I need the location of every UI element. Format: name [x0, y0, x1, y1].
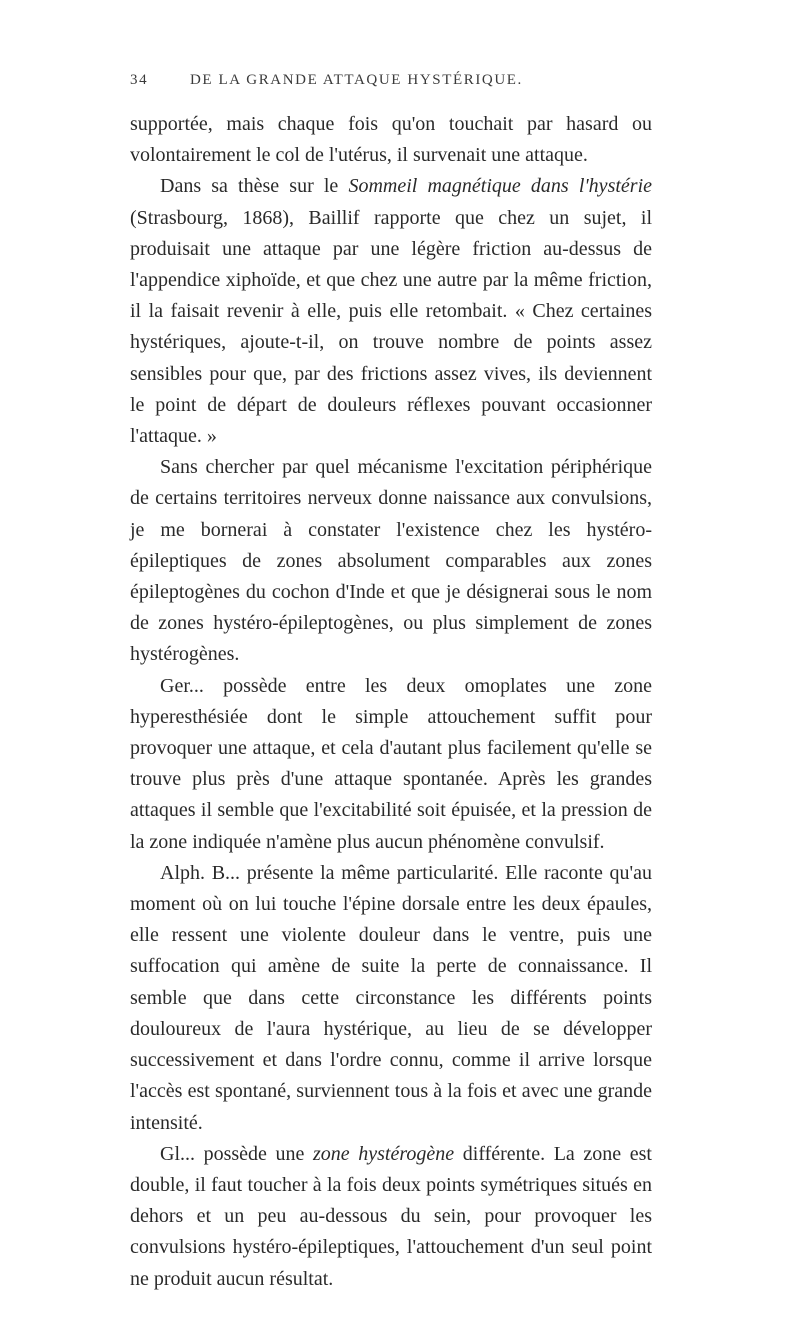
paragraph-6-rest: différente. La zone est double, il faut toucher à la fois deux points symétriques situés en dehors et un peu au-dessous du sein, pour provoquer les convulsions hystéro-épileptiques, l'attouchement d'un seul point ne produit aucun résultat.: [130, 1142, 652, 1290]
paragraph-3: Sans chercher par quel mécanisme l'excitation périphérique de certains territoires nerveux donne naissance aux convulsions, je me bornerai à constater l'existence chez les hystéro-épileptiques de zones absolument comparables aux zones épileptogènes du cochon d'Inde et que je désignerai sous le nom de zones hystéro-épileptogènes, ou plus simplement de zones hystérogènes.: [130, 456, 652, 666]
paragraph-1: supportée, mais chaque fois qu'on touchait par hasard ou volontairement le col de l'utérus, il survenait une attaque.: [130, 113, 652, 167]
body-text: [130, 109, 652, 1295]
paragraph-6: [130, 1139, 652, 1295]
zone-term: zone hystérogène: [313, 1142, 455, 1165]
paragraph-5: Alph. B... présente la même particularité. Elle raconte qu'au moment où on lui touche l'épine dorsale entre les deux épaules, elle ressent une violente douleur dans le ventre, puis une suffocation qui amène de suite la perte de connaissance. Il semble que dans cette circonstance les différents points douloureux de l'aura hystérique, au lieu de se développer successivement et dans l'ordre connu, comme il arrive lorsque l'accès est spontané, surviennent tous à la fois et avec une grande intensité.: [130, 861, 652, 1134]
page-number: 34: [130, 72, 149, 88]
thesis-title: Sommeil magnétique dans l'hystérie: [348, 175, 652, 198]
running-head: [130, 72, 650, 94]
chapter-title: DE LA GRANDE ATTAQUE HYSTÉRIQUE.: [190, 72, 523, 88]
paragraph-4: Ger... possède entre les deux omoplates une zone hyperesthésiée dont le simple attouchement suffit pour provoquer une attaque, et cela d'autant plus facilement qu'elle se trouve plus près d'une attaque spontanée. Après les grandes attaques il semble que l'excitabilité soit épuisée, et la pression de la zone indiquée n'amène plus aucun phénomène convulsif.: [130, 674, 652, 853]
paragraph-6-lead: Gl... possède une: [160, 1142, 313, 1165]
paragraph-2-rest: (Strasbourg, 1868), Baillif rapporte que chez un sujet, il produisait une attaque par une légère friction au-dessus de l'appendice xiphoïde, et que chez une autre par la même friction, il la faisait revenir à elle, puis elle retombait. « Chez certaines hystériques, ajoute-t-il, on trouve nombre de points assez sensibles pour que, par des frictions assez vives, ils deviennent le point de départ de douleurs réflexes pouvant occasionner l'attaque. »: [130, 206, 652, 448]
paragraph-2: [130, 171, 652, 452]
paragraph-2-lead: Dans sa thèse sur le: [160, 175, 349, 198]
